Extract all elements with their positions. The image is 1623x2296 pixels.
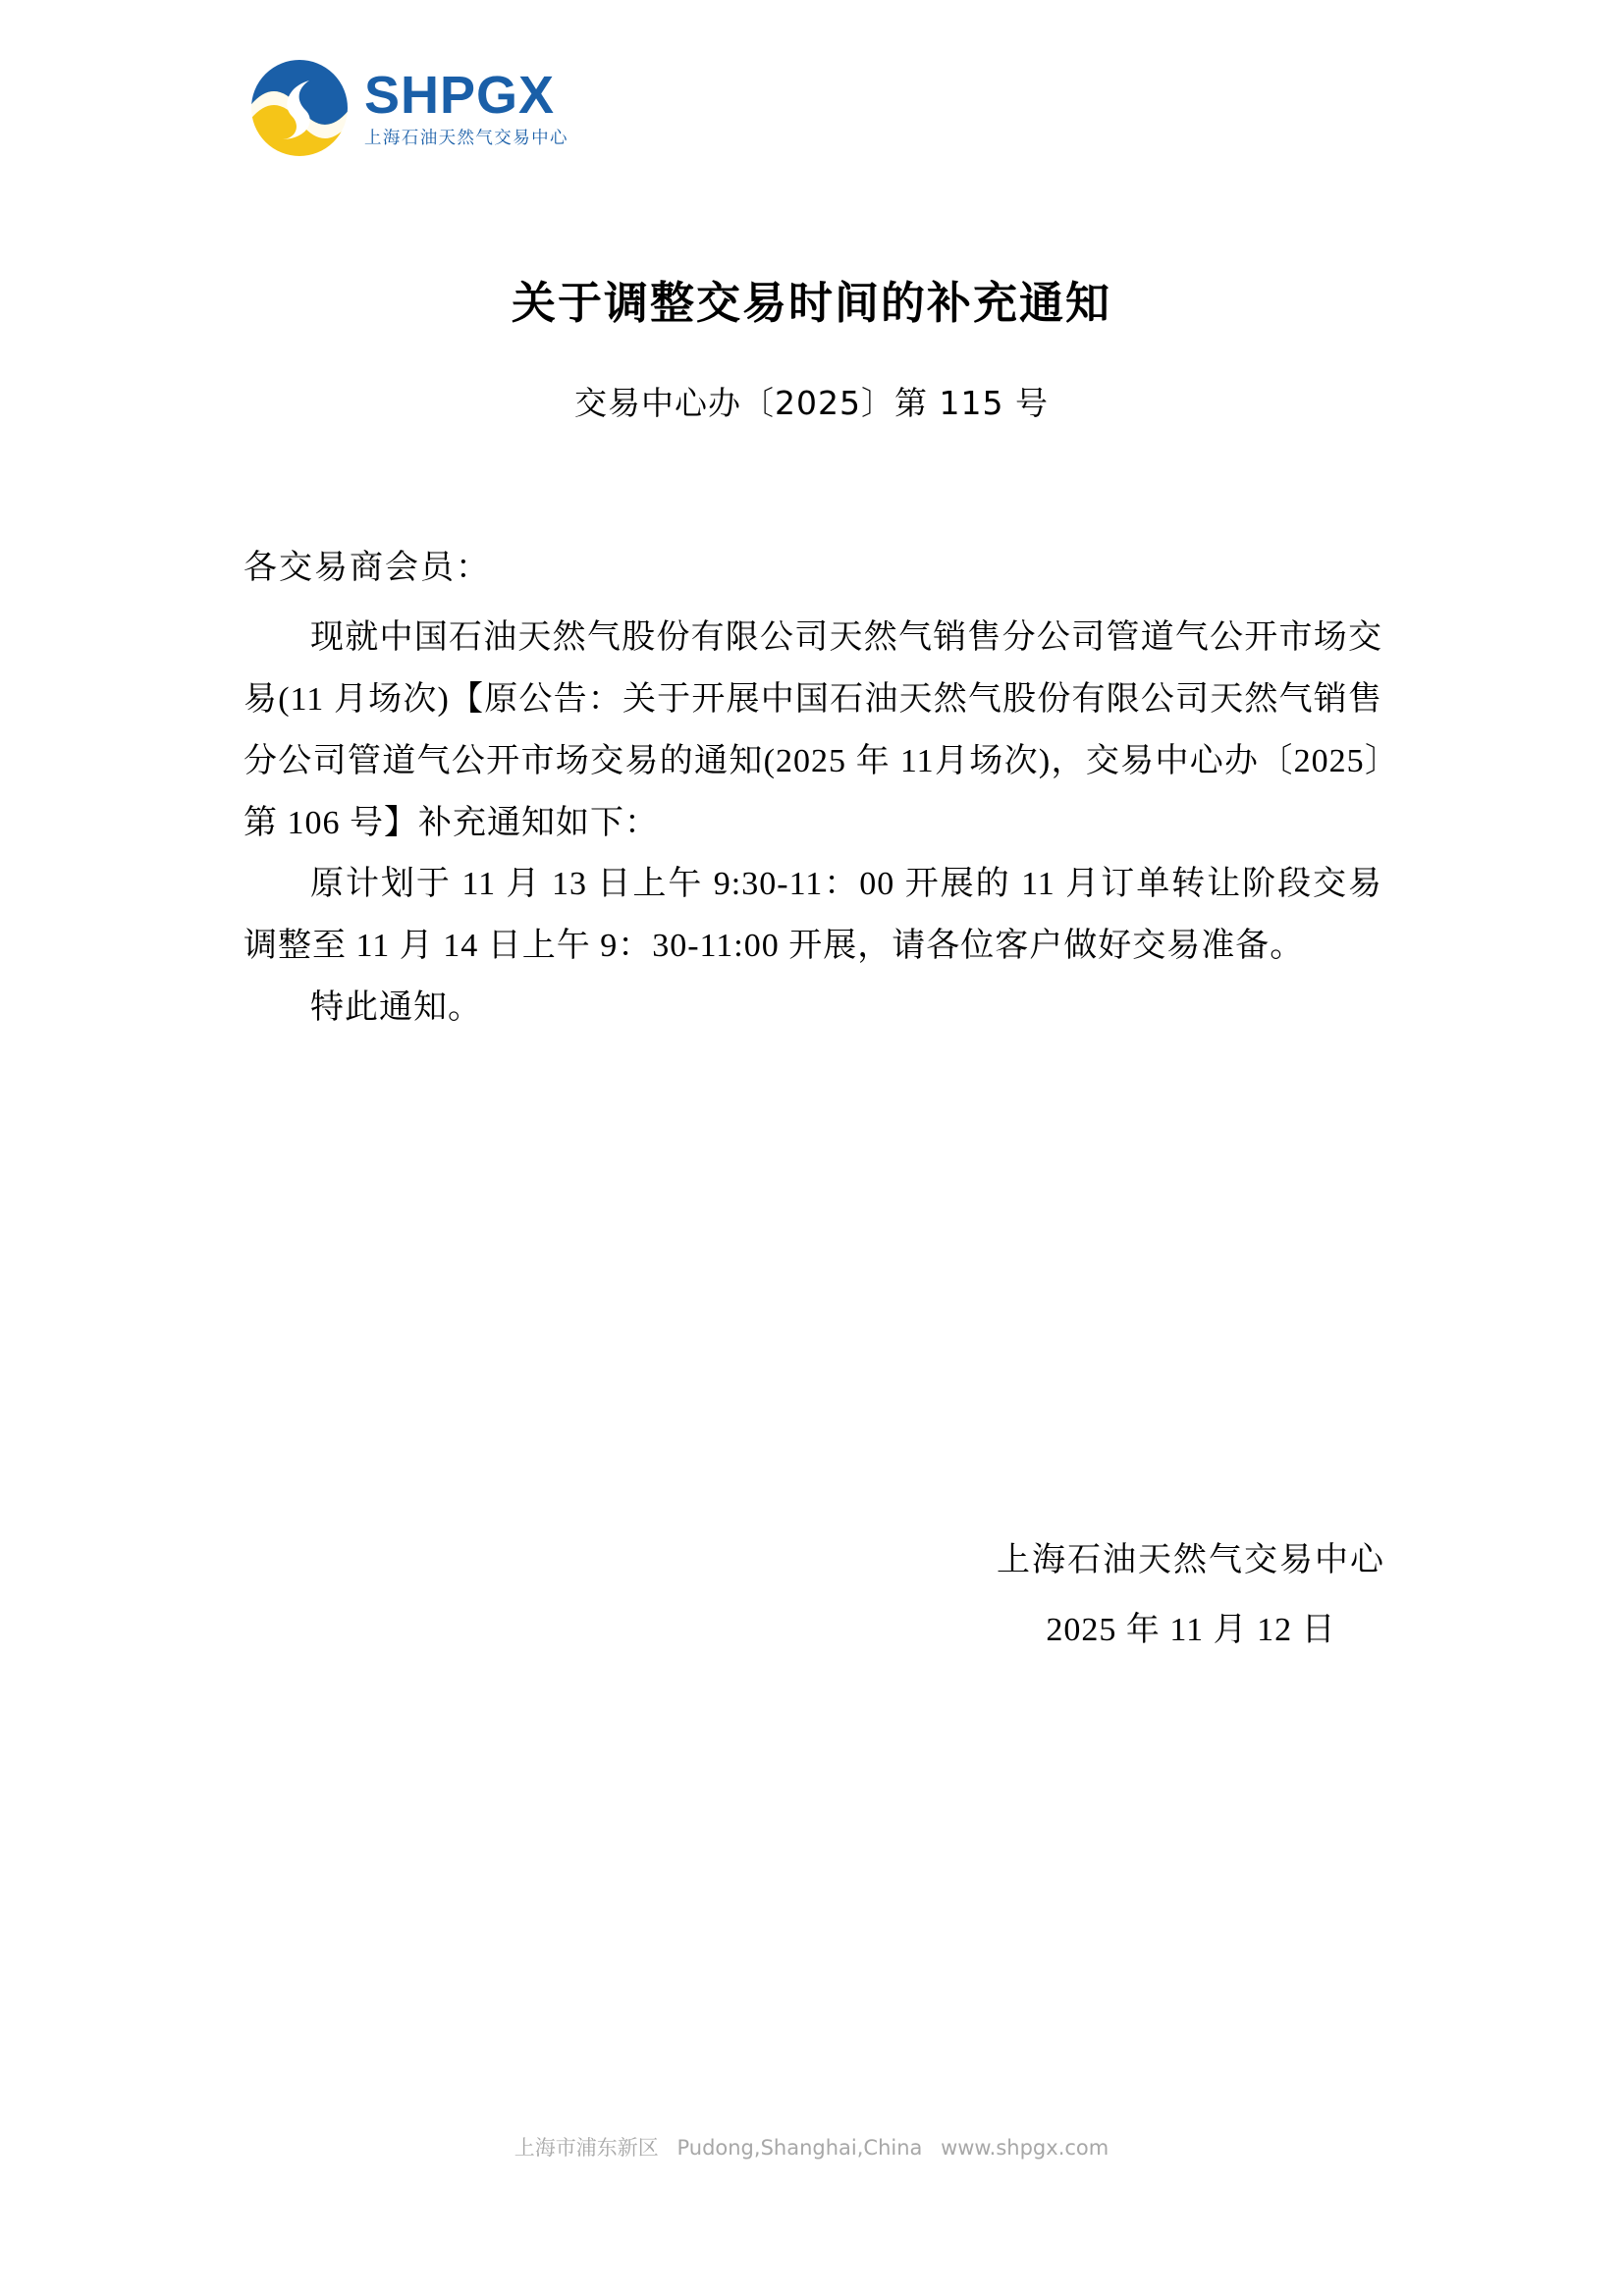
brand-logo-text <box>364 66 568 148</box>
brand-subtitle: 上海石油天然气交易中心 <box>364 128 568 148</box>
document-number: 交易中心办〔2025〕第 115 号 <box>574 384 1049 422</box>
signature-organization: 上海石油天然气交易中心 <box>997 1542 1385 1578</box>
document-body <box>243 538 1382 1040</box>
brand-logo <box>248 57 568 159</box>
body-paragraph-3: 特此通知。 <box>310 989 482 1027</box>
page-footer <box>0 2132 1623 2162</box>
page-title: 关于调整交易时间的补充通知 <box>511 277 1111 329</box>
brand-wordmark: SHPGX <box>364 66 556 126</box>
footer-website: www.shpgx.com <box>941 2136 1109 2160</box>
signature-block <box>997 1529 1385 1662</box>
footer-address-cn: 上海市浦东新区 <box>514 2136 659 2160</box>
body-paragraph-2: 原计划于 11 月 13 日上午 9:30-11：00 开展的 11 月订单转让阶段交易调整至 11 月 14 日上午 9：30-11:00 开展，请各位客户做好交易准备。 <box>243 866 1382 965</box>
footer-address-en: Pudong,Shanghai,China <box>676 2136 923 2160</box>
signature-date: 2025 年 11 月 12 日 <box>1046 1611 1336 1648</box>
shpgx-logo-icon <box>248 57 351 159</box>
salutation: 各交易商会员： <box>243 550 491 586</box>
body-paragraph-1: 现就中国石油天然气股份有限公司天然气销售分公司管道气公开市场交易(11 月场次)【原公告：关于开展中国石油天然气股份有限公司天然气销售分公司管道气公开市场交易的通知(2025 年 11月场次)，交易中心办〔2025〕第 106 号】补充通知如下： <box>243 618 1382 841</box>
